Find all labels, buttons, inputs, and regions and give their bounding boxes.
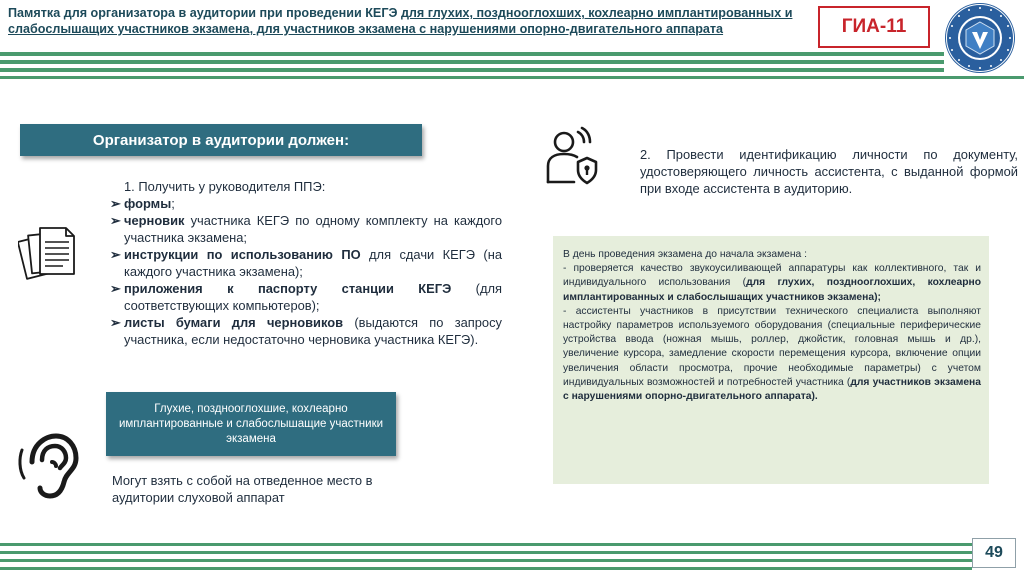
- organizer-intro: 1. Получить у руководителя ППЭ:: [124, 179, 326, 194]
- hearing-aid-note: Могут взять с собой на отведенное место в аудитории слуховой аппарат: [112, 473, 373, 505]
- identification-text: 2. Провести идентификацию личности по документу, удостоверяющего личность ассистента, с выданной формой при входе ассистента в аудиторию.: [640, 147, 1018, 196]
- header-stripe: [0, 52, 944, 56]
- ear-icon: [18, 432, 82, 500]
- exam-day-point-1-text: - проверяется качество звукоусиливающей аппаратуры как коллективного, так и индивидуального использования (: [563, 263, 981, 289]
- gia-badge: ГИА-11: [818, 6, 930, 48]
- exam-day-intro: В день проведения экзамена до начала экзамена :: [563, 249, 808, 260]
- title-part-1: Памятка для организатора в аудитории при проведении КЕГЭ: [8, 6, 401, 20]
- list-item-text: (для соответствующих компьютеров);: [124, 281, 503, 313]
- list-item: [110, 195, 502, 212]
- list-item-bold: инструкции по использованию ПО: [124, 247, 361, 262]
- list-item: [110, 314, 502, 348]
- page-number: 49: [972, 538, 1016, 568]
- exam-day-point-1-bold: для глухих, позднооглохших, кохлеарно имплантированных и слабослышащих участников экзамена);: [563, 277, 981, 303]
- footer-stripe: [0, 543, 972, 546]
- bullet-arrow-icon: ➢: [110, 213, 121, 228]
- footer-stripe: [0, 551, 972, 554]
- list-item: [110, 246, 502, 280]
- list-item-bold: черновик: [124, 213, 185, 228]
- page-title: [8, 5, 808, 37]
- footer-stripe: [0, 567, 972, 570]
- bullet-arrow-icon: ➢: [110, 281, 121, 296]
- footer-stripe: [0, 559, 972, 562]
- person-id-icon: [544, 126, 600, 186]
- deaf-participants-banner: Глухие, позднооглохшие, кохлеарно имплантированные и слабослышащие участники экзамена: [106, 392, 396, 456]
- list-item-bold: листы бумаги для черновиков: [124, 315, 344, 330]
- list-item-text: участника КЕГЭ по одному комплекту на каждого участника экзамена;: [124, 213, 502, 245]
- title-part-2: для глухих, позднооглохших, кохлеарно имплантированных и слабослышащих участников экзамена, для участников экзамена с нарушениями опорно-двигательного аппарата: [8, 6, 793, 36]
- list-item-bold: формы: [124, 196, 172, 211]
- list-item: [110, 280, 502, 314]
- list-item-bold: приложения к паспорту станции КЕГЭ: [124, 281, 452, 296]
- exam-day-point-2-text: - ассистенты участников в присутствии технического специалиста выполняют настройку параметров используемого оборудования (специальные периферические устройства ввода (ножная мышь, роллер, джойстик, головная мышь и др.), увеличение курсора, замедление скорости перемещения курсора, включение опции увеличения области просмотра, прочие необходимые параметры) с учетом индивидуальных возможностей и потребностей участника (: [563, 305, 981, 388]
- list-item: [110, 212, 502, 246]
- header-stripe: [0, 76, 1024, 79]
- organizer-banner: Организатор в аудитории должен:: [20, 124, 422, 156]
- quality-center-logo: [944, 2, 1016, 74]
- list-item-text: ;: [171, 196, 175, 211]
- bullet-arrow-icon: ➢: [110, 196, 121, 211]
- bullet-arrow-icon: ➢: [110, 315, 121, 330]
- header-stripe: [0, 60, 944, 64]
- exam-day-box: [553, 236, 989, 484]
- documents-icon: [18, 222, 80, 284]
- exam-day-point-2: [563, 305, 981, 404]
- exam-day-point-1: [563, 262, 981, 305]
- bullet-arrow-icon: ➢: [110, 247, 121, 262]
- header-stripe: [0, 68, 944, 72]
- list-item-text: для сдачи КЕГЭ (на каждого участника экзамена);: [124, 247, 502, 279]
- exam-day-point-2-bold: для участников экзамена с нарушениями опорно-двигательного аппарата).: [563, 376, 981, 403]
- organizer-list: [110, 178, 502, 348]
- list-item-text: (выдаются по запросу участника, если недостаточно черновика участника КЕГЭ).: [124, 315, 502, 347]
